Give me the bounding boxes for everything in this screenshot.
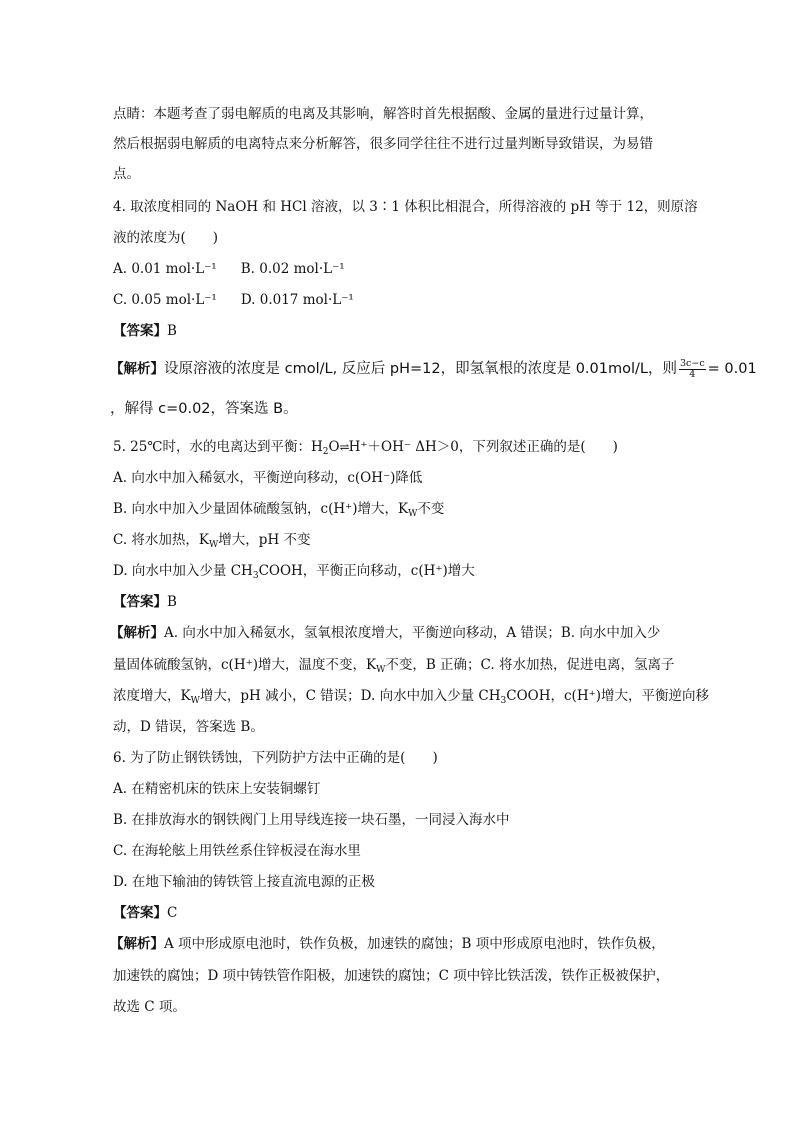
q4-jiexi-line-2: ，解得 c=0.02，答案选 B。 <box>110 401 298 417</box>
q5-option-c-part: 增大，pH 不变 <box>218 532 311 548</box>
q4-stem-line-1: 4. 取浓度相同的 NaOH 和 HCl 溶液，以 3∶1 体积比相混合，所得溶液的 pH 等于 12，则原溶 <box>113 199 698 215</box>
q4-jiexi-text: 设原溶液的浓度是 cmol/L, 反应后 pH=12，即氢氧根的浓度是 0.01mol/L，则 <box>164 361 677 377</box>
q5-jiexi-part: 浓度增大，K <box>113 688 191 704</box>
fraction-denominator: 4 <box>689 369 696 380</box>
q5-stem-part: 5. 25℃时，水的电离达到平衡：H <box>113 439 323 455</box>
q6-option-b: B. 在排放海水的钢铁阀门上用导线连接一块石墨，一同浸入海水中 <box>113 812 510 828</box>
q5-jiexi-text: A. 向水中加入稀氨水，氢氧根浓度增大，平衡逆向移动，A 错误；B. 向水中加入少 <box>164 625 661 641</box>
q5-jiexi-line-2 <box>113 655 675 675</box>
q4-option-c: C. 0.05 mol·L⁻¹ <box>113 292 217 308</box>
jiexi-label: 【解析】 <box>110 625 164 641</box>
jiexi-label: 【解析】 <box>110 361 164 377</box>
q4-options-row-2 <box>113 290 354 310</box>
subscript: 3 <box>252 571 259 581</box>
q5-jiexi-line-4: 动，D 错误，答案选 B。 <box>113 719 264 735</box>
q4-option-a: A. 0.01 mol·L⁻¹ <box>113 261 217 277</box>
q5-option-a: A. 向水中加入稀氨水，平衡逆向移动，c(OH⁻)降低 <box>113 470 423 486</box>
q6-jiexi-line-2: 加速铁的腐蚀；D 项中铸铁管作阳极，加速铁的腐蚀；C 项中锌比铁活泼，铁作正极被保护， <box>113 968 670 984</box>
answer-value: C <box>167 905 178 921</box>
q6-option-d: D. 在地下输油的铸铁管上接直流电源的正极 <box>113 874 375 890</box>
subscript: W <box>408 509 418 519</box>
q5-jiexi-line-1 <box>110 623 660 643</box>
q4-stem-line-2: 液的浓度为( ) <box>113 230 219 246</box>
subscript: 2 <box>322 447 329 457</box>
q5-option-c <box>113 530 311 550</box>
q5-stem-part: O <box>328 439 340 455</box>
jiexi-label: 【解析】 <box>110 936 164 952</box>
q6-option-a: A. 在精密机床的铁床上安装铜螺钉 <box>113 781 321 797</box>
q4-answer <box>113 321 177 341</box>
q5-option-b <box>113 499 444 519</box>
q6-jiexi-line-3: 故选 C 项。 <box>113 999 186 1015</box>
q6-answer <box>113 903 177 923</box>
q5-option-b-part: 不变 <box>417 501 445 517</box>
q5-jiexi-part: COOH，c(H⁺)增大，平衡逆向移 <box>506 688 709 704</box>
q4-fraction-rhs: = 0.01 <box>707 361 757 377</box>
q4-fraction <box>679 359 706 380</box>
dianjing-line-2: 然后根据弱电解质的电离特点来分析解答，很多同学往往不进行过量判断导致错误，为易错 <box>113 136 653 152</box>
q6-stem: 6. 为了防止钢铁锈蚀，下列防护方法中正确的是( ) <box>113 750 438 766</box>
equilibrium-arrow-icon: ⇌ <box>339 440 349 454</box>
q5-option-d-part: COOH，平衡正向移动，c(H⁺)增大 <box>258 563 475 579</box>
q4-jiexi-line-1 <box>110 359 757 380</box>
answer-label: 【答案】 <box>113 323 167 339</box>
q5-option-c-part: C. 将水加热，K <box>113 532 210 548</box>
q6-option-c: C. 在海轮舷上用铁丝系住锌板浸在海水里 <box>113 843 361 859</box>
subscript: W <box>209 540 219 550</box>
q4-option-b: B. 0.02 mol·L⁻¹ <box>240 261 345 277</box>
q5-jiexi-part: 增大，pH 减小，C 错误；D. 向水中加入少量 CH <box>199 688 501 704</box>
q5-option-b-part: B. 向水中加入少量固体硫酸氢钠，c(H⁺)增大，K <box>113 501 409 517</box>
q5-stem <box>113 437 618 457</box>
q5-stem-part: H⁺＋OH⁻ ΔH＞0，下列叙述正确的是( ) <box>348 439 618 455</box>
fraction-numerator: 3c−c <box>680 358 705 369</box>
q4-option-d: D. 0.017 mol·L⁻¹ <box>240 292 354 308</box>
subscript: 3 <box>500 696 507 706</box>
q5-option-d <box>113 561 475 581</box>
q5-jiexi-line-3 <box>113 686 709 706</box>
answer-label: 【答案】 <box>113 594 167 610</box>
q4-options-row-1 <box>113 259 345 279</box>
q6-jiexi-text: A 项中形成原电池时，铁作负极，加速铁的腐蚀；B 项中形成原电池时，铁作负极， <box>164 936 665 952</box>
answer-value: B <box>167 594 177 610</box>
subscript: W <box>190 696 200 706</box>
answer-label: 【答案】 <box>113 905 167 921</box>
q5-jiexi-part: 量固体硫酸氢钠，c(H⁺)增大，温度不变，K <box>113 657 377 673</box>
dianjing-line-3: 点。 <box>113 166 140 182</box>
q5-option-d-part: D. 向水中加入少量 CH <box>113 563 253 579</box>
subscript: W <box>376 665 386 675</box>
q6-jiexi-line-1 <box>110 934 665 954</box>
answer-value: B <box>167 323 177 339</box>
q5-answer <box>113 592 177 612</box>
q5-jiexi-part: 不变，B 正确；C. 将水加热，促进电离，氢离子 <box>385 657 675 673</box>
dianjing-line-1: 点睛：本题考查了弱电解质的电离及其影响，解答时首先根据酸、金属的量进行过量计算， <box>113 106 653 122</box>
